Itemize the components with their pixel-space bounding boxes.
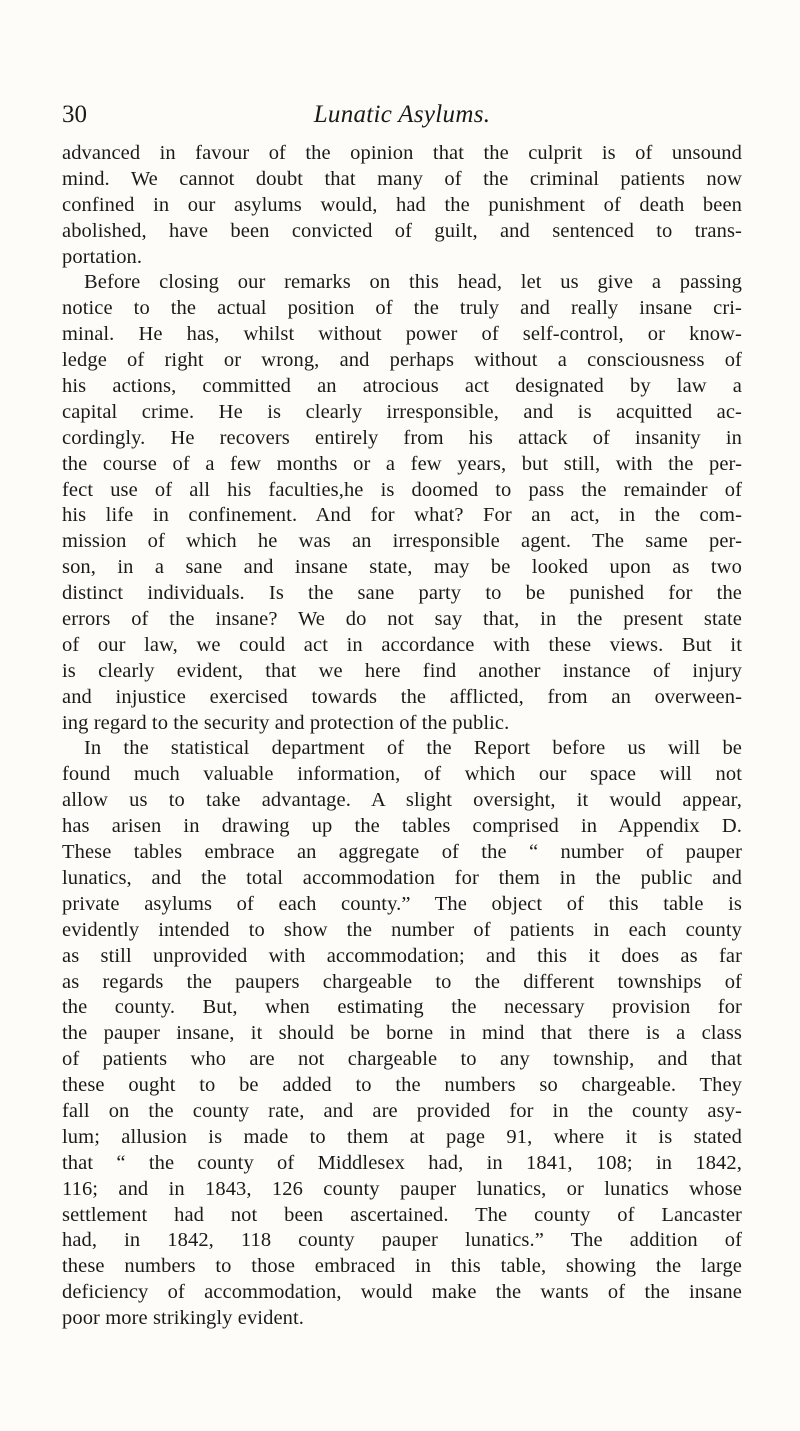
- text-line: the county. But, when estimating the necessary provision for: [62, 996, 742, 1019]
- text-line: abolished, have been convicted of guilt, and sentenced to trans-: [62, 219, 742, 242]
- text-line: as regards the paupers chargeable to the different townships of: [62, 970, 742, 993]
- text-line: lum; allusion is made to them at page 91, where it is stated: [62, 1125, 742, 1148]
- text-line: ledge of right or wrong, and perhaps without a consciousness of: [62, 349, 742, 372]
- text-line: of patients who are not chargeable to any township, and that: [62, 1048, 742, 1071]
- text-line: distinct individuals. Is the sane party to be punished for the: [62, 582, 742, 605]
- text-line: advanced in favour of the opinion that the culprit is of unsound: [62, 142, 742, 164]
- text-line: that “ the county of Middlesex had, in 1841, 108; in 1842,: [62, 1151, 742, 1174]
- text-line: capital crime. He is clearly irresponsible, and is acquitted ac-: [62, 400, 742, 423]
- text-line: evidently intended to show the number of patients in each county: [62, 918, 742, 941]
- text-line: his life in confinement. And for what? For an act, in the com-: [62, 504, 742, 527]
- text-line: the pauper insane, it should be borne in mind that there is a class: [62, 1022, 742, 1045]
- text-line: allow us to take advantage. A slight oversight, it would appear,: [62, 789, 742, 812]
- text-line: his actions, committed an atrocious act designated by law a: [62, 375, 742, 398]
- text-line: cordingly. He recovers entirely from his attack of insanity in: [62, 426, 742, 449]
- text-line: private asylums of each county.” The object of this table is: [62, 892, 742, 915]
- text-line: confined in our asylums would, had the punishment of death been: [62, 193, 742, 216]
- text-line: notice to the actual position of the truly and really insane cri-: [62, 297, 742, 320]
- text-line: Before closing our remarks on this head, let us give a passing: [84, 271, 742, 294]
- text-line: found much valuable information, of which our space will not: [62, 763, 742, 786]
- text-line: mind. We cannot doubt that many of the criminal patients now: [62, 167, 742, 190]
- page-header: [62, 98, 742, 132]
- text-line: fall on the county rate, and are provided for in the county asy-: [62, 1099, 742, 1122]
- text-line: and injustice exercised towards the afflicted, from an overween-: [62, 685, 742, 708]
- text-line: of our law, we could act in accordance with these views. But it: [62, 633, 742, 656]
- text-line: son, in a sane and insane state, may be looked upon as two: [62, 556, 742, 579]
- text-line: these ought to be added to the numbers so chargeable. They: [62, 1074, 742, 1097]
- text-line: These tables embrace an aggregate of the “ number of pauper: [62, 841, 742, 864]
- text-line: 116; and in 1843, 126 county pauper lunatics, or lunatics whose: [62, 1177, 742, 1200]
- text-line: fect use of all his faculties,he is doomed to pass the remainder of: [62, 478, 742, 501]
- text-line: has arisen in drawing up the tables comprised in Appendix D.: [62, 815, 742, 838]
- text-line: these numbers to those embraced in this table, showing the large: [62, 1255, 742, 1278]
- text-line: mission of which he was an irresponsible agent. The same per-: [62, 530, 742, 553]
- text-line: the course of a few months or a few years, but still, with the per-: [62, 452, 742, 475]
- text-line: deficiency of accommodation, would make the wants of the insane: [62, 1281, 742, 1304]
- text-line: errors of the insane? We do not say that, in the present state: [62, 608, 742, 631]
- text-line: minal. He has, whilst without power of self-control, or know-: [62, 323, 742, 346]
- page-number: 30: [62, 101, 87, 128]
- text-line: settlement had not been ascertained. The county of Lancaster: [62, 1203, 742, 1226]
- text-line: poor more strikingly evident.: [62, 1307, 305, 1330]
- text-line: had, in 1842, 118 county pauper lunatics.” The addition of: [62, 1229, 742, 1252]
- text-line: In the statistical department of the Report before us will be: [84, 737, 742, 760]
- text-line: ing regard to the security and protection of the public.: [62, 711, 510, 734]
- text-line: portation.: [62, 245, 143, 268]
- body-text: [62, 141, 742, 1332]
- text-line: is clearly evident, that we here find another instance of injury: [62, 659, 742, 682]
- running-title: Lunatic Asylums.: [313, 101, 491, 128]
- text-line: as still unprovided with accommodation; and this it does as far: [62, 944, 742, 967]
- text-line: lunatics, and the total accommodation for them in the public and: [62, 866, 742, 889]
